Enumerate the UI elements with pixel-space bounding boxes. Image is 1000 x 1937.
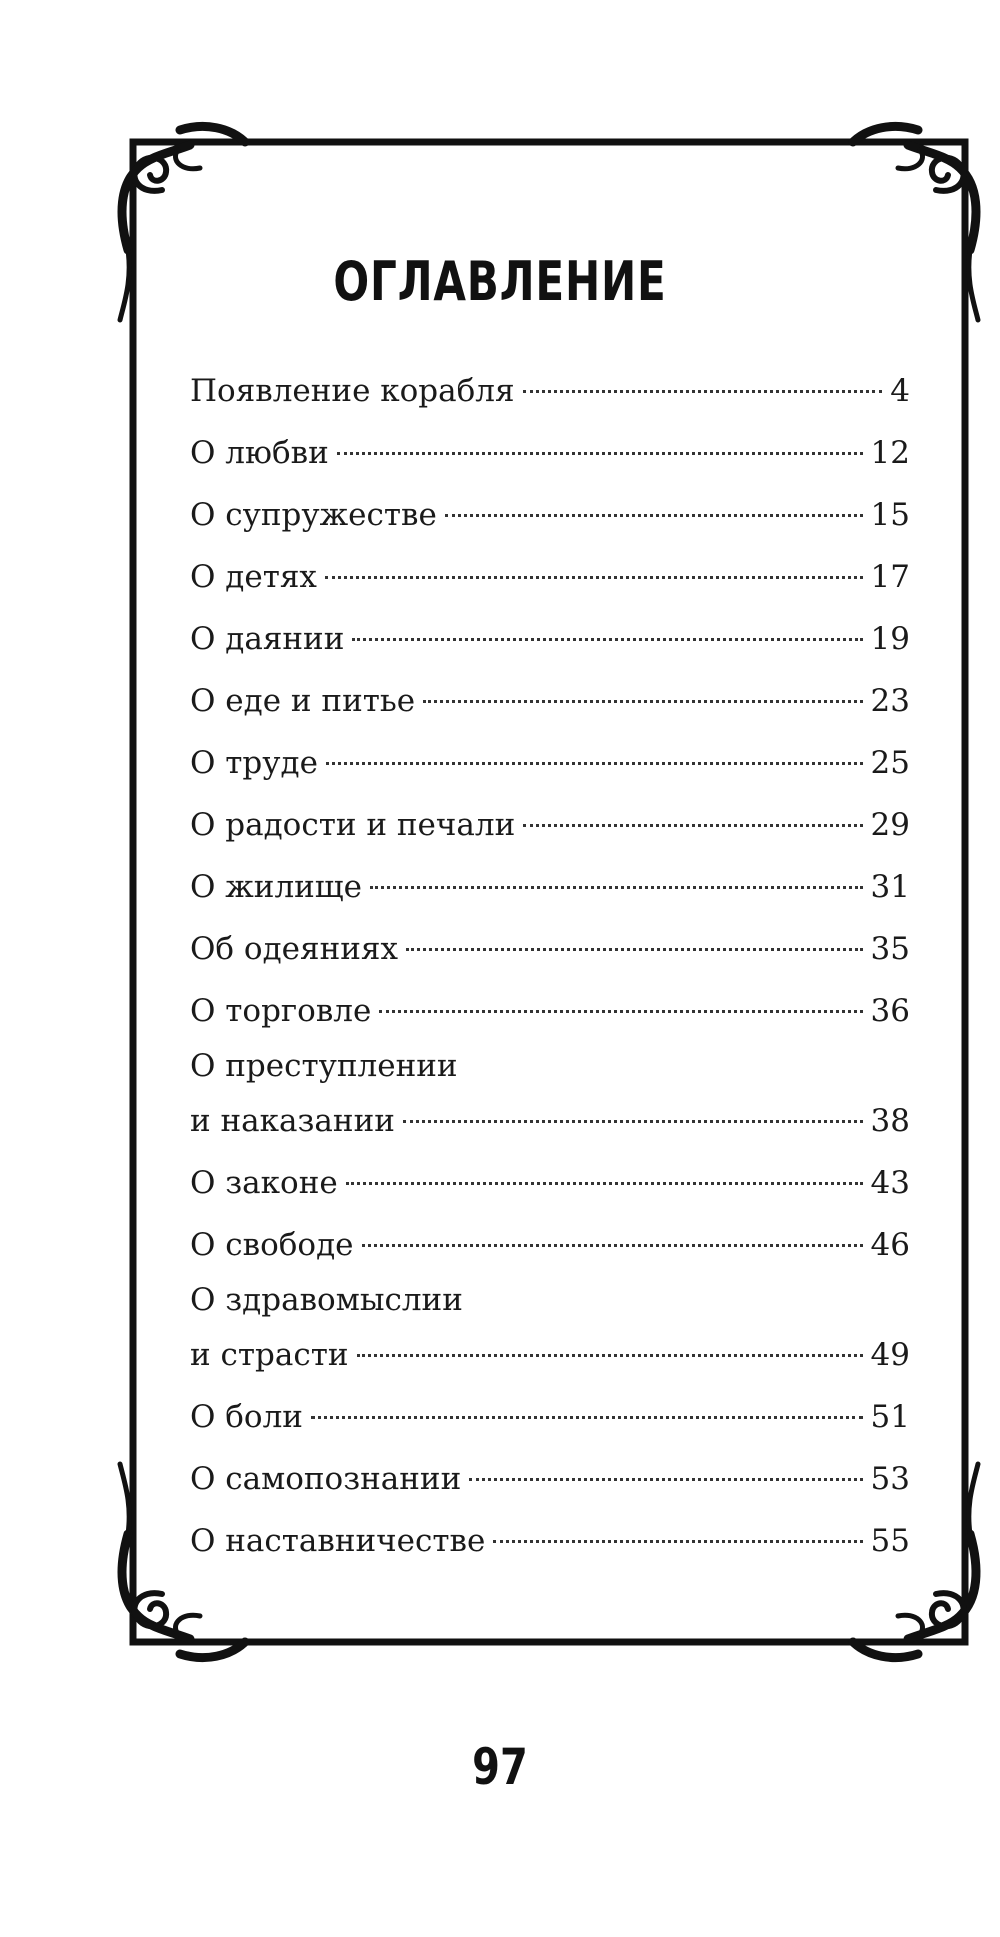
toc-entry-page: 51 [870, 1399, 910, 1435]
toc-entry [190, 360, 910, 422]
toc-entry-title: О супружестве [190, 497, 437, 533]
toc-entry [190, 484, 910, 546]
dot-leader [493, 1540, 862, 1543]
page-title: ОГЛАВЛЕНИЕ [333, 250, 667, 313]
dot-leader [469, 1478, 862, 1481]
toc-entry-title: О любви [190, 435, 329, 471]
toc-entry [190, 1276, 910, 1386]
toc-entry [190, 608, 910, 670]
toc-entry [190, 1152, 910, 1214]
toc-entry [190, 1448, 910, 1510]
toc-entry-page: 38 [870, 1103, 910, 1139]
toc-entry-page: 43 [870, 1165, 910, 1201]
toc-entry-page: 35 [870, 931, 910, 967]
dot-leader [406, 948, 863, 951]
toc-entry-page: 25 [870, 745, 910, 781]
dot-leader [445, 514, 863, 517]
toc-entry [190, 422, 910, 484]
dot-leader [352, 638, 862, 641]
toc-entry-title: О еде и питье [190, 683, 416, 719]
dot-leader [326, 762, 863, 765]
toc-entry [190, 1042, 910, 1152]
dot-leader [357, 1354, 863, 1357]
toc-entry-title: Об одеяниях [190, 931, 398, 967]
toc-entry [190, 1386, 910, 1448]
toc-entry-page: 23 [870, 683, 910, 719]
dot-leader [370, 886, 863, 889]
toc-entry-page: 31 [870, 869, 910, 905]
toc-entry-title: О жилище [190, 869, 362, 905]
toc-entry-title: Появление корабля [190, 373, 515, 409]
toc-entry-page: 46 [870, 1227, 910, 1263]
toc-entry-page: 17 [870, 559, 910, 595]
dot-leader [523, 824, 862, 827]
dot-leader [523, 390, 883, 393]
toc-entry-page: 55 [870, 1523, 910, 1559]
toc-entry-title: О самопознании [190, 1461, 462, 1497]
dot-leader [423, 700, 862, 703]
dot-leader [379, 1010, 862, 1013]
dot-leader [346, 1182, 863, 1185]
toc-entry-page: 12 [870, 435, 910, 471]
toc-entry [190, 1214, 910, 1276]
toc-entry [190, 856, 910, 918]
toc-entry-page: 4 [890, 373, 910, 409]
toc-entry [190, 794, 910, 856]
toc-entry [190, 670, 910, 732]
toc-entry-title: и наказании [190, 1103, 395, 1139]
toc-entry-title: О радости и печали [190, 807, 516, 843]
toc-entry-title: О свободе [190, 1227, 354, 1263]
toc-entry [190, 918, 910, 980]
toc-list [190, 360, 910, 1572]
dot-leader [325, 576, 863, 579]
toc-entry-page: 29 [870, 807, 910, 843]
dot-leader [311, 1416, 863, 1419]
dot-leader [362, 1244, 863, 1247]
toc-entry-page: 49 [870, 1337, 910, 1373]
toc-entry-title: О труде [190, 745, 318, 781]
dot-leader [403, 1120, 863, 1123]
toc-entry-page: 36 [870, 993, 910, 1029]
toc-entry-page: 19 [870, 621, 910, 657]
toc-entry-title: О боли [190, 1399, 303, 1435]
toc-entry [190, 1510, 910, 1572]
toc-entry-title-line1: О преступлении [190, 1048, 458, 1084]
toc-entry-title: и страсти [190, 1337, 349, 1373]
toc-entry-title: О законе [190, 1165, 338, 1201]
toc-entry [190, 732, 910, 794]
toc-entry-title-line1: О здравомыслии [190, 1282, 463, 1318]
toc-entry-title: О даянии [190, 621, 345, 657]
toc-entry-title: О наставничестве [190, 1523, 486, 1559]
toc-entry-title: О детях [190, 559, 317, 595]
toc-entry-title: О торговле [190, 993, 372, 1029]
toc-entry-page: 53 [870, 1461, 910, 1497]
toc-entry [190, 546, 910, 608]
page-number: 97 [472, 1738, 528, 1796]
toc-entry-page: 15 [870, 497, 910, 533]
dot-leader [337, 452, 863, 455]
toc-entry [190, 980, 910, 1042]
